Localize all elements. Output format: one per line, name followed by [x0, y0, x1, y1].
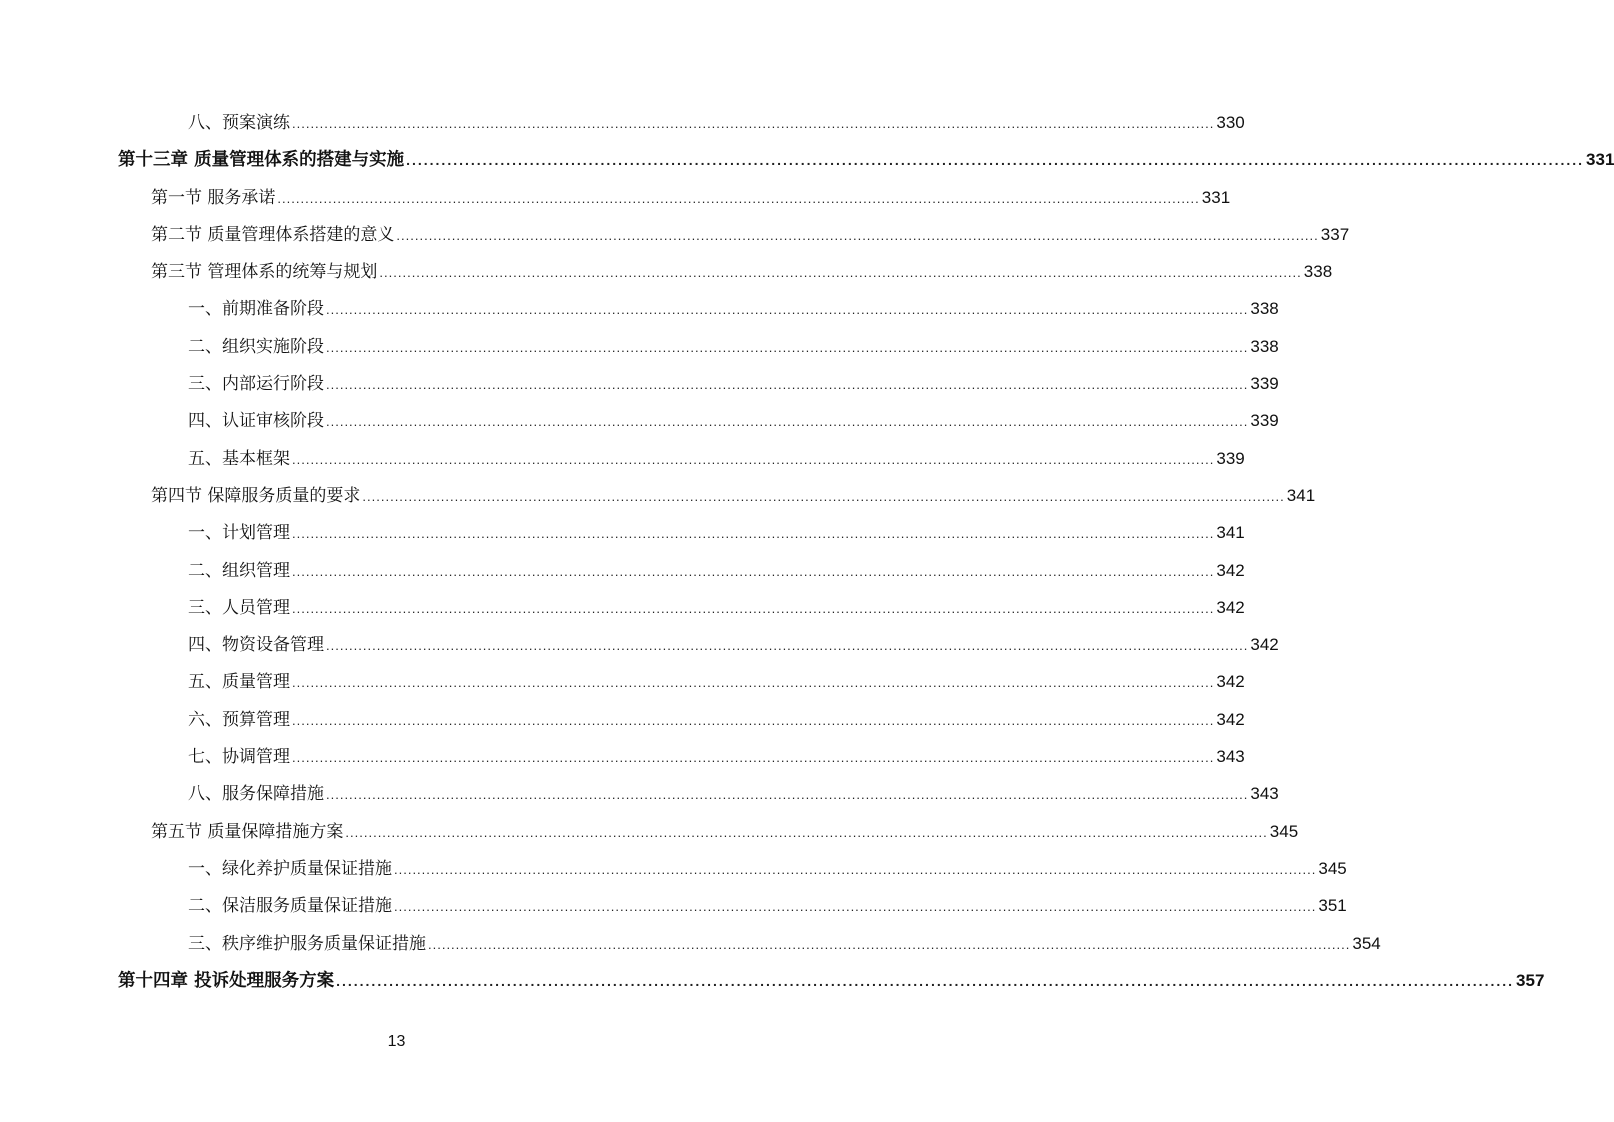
toc-entry-page: 354	[1352, 933, 1381, 953]
toc-entry-page: 330	[1216, 113, 1245, 132]
toc-subsection-entry[interactable]	[118, 626, 1279, 663]
toc-entry-label: 八、服务保障措施	[188, 784, 324, 805]
toc-entry-label: 一、前期准备阶段	[188, 299, 324, 320]
toc-subsection-entry[interactable]	[118, 850, 1347, 887]
toc-entry-page: 345	[1269, 821, 1299, 841]
dot-leader: ........................................................................................................................................................................................................	[292, 750, 1215, 766]
dot-leader: ........................................................................................................................................................................................................	[292, 600, 1215, 616]
toc-subsection-entry[interactable]	[118, 701, 1245, 738]
toc-entry-label: 第十四章 投诉处理服务方案	[118, 970, 335, 991]
toc-entry-page: 341	[1216, 523, 1245, 543]
dot-leader: ........................................................................................................................................................................................................	[428, 936, 1351, 952]
dot-leader: ........................................................................................................................................................................................................	[362, 488, 1285, 504]
toc-section-entry[interactable]	[118, 179, 1231, 216]
dot-leader: ........................................................................................................................................................................................................	[326, 414, 1249, 430]
toc-subsection-entry[interactable]	[118, 440, 1245, 477]
toc-subsection-entry[interactable]	[118, 663, 1245, 700]
toc-entry-page: 341	[1286, 485, 1316, 505]
toc-entry-page: 339	[1216, 448, 1245, 468]
toc-entry-label: 第十三章 质量管理体系的搭建与实施	[118, 150, 405, 171]
toc-entry-label: 四、物资设备管理	[188, 635, 324, 656]
dot-leader: ........................................................................................................................................................................................................	[396, 227, 1319, 243]
toc-subsection-entry[interactable]	[118, 552, 1245, 589]
dot-leader: ........................................................................................................................................................................................................	[406, 152, 1585, 169]
toc-entry-page: 357	[1516, 970, 1545, 990]
dot-leader: ........................................................................................................................................................................................................	[277, 190, 1200, 206]
toc-subsection-entry[interactable]	[118, 887, 1347, 924]
toc-subsection-entry[interactable]	[118, 290, 1279, 327]
toc-subsection-entry[interactable]	[118, 402, 1279, 439]
toc-entry-label: 第五节 质量保障措施方案	[151, 821, 344, 842]
toc-entry-page: 342	[1216, 597, 1245, 617]
toc-entry-page: 339	[1250, 411, 1279, 431]
toc-entry-page: 339	[1250, 374, 1279, 394]
toc-chapter-entry[interactable]	[118, 141, 1614, 178]
toc-entry-page: 342	[1216, 672, 1245, 692]
toc-entry-label: 一、计划管理	[188, 523, 290, 544]
dot-leader: ........................................................................................................................................................................................................	[326, 377, 1249, 393]
toc-entry-label: 三、人员管理	[188, 597, 290, 618]
table-of-contents	[118, 104, 1614, 999]
toc-entry-page: 342	[1250, 635, 1279, 655]
toc-entry-label: 五、基本框架	[188, 448, 290, 469]
toc-entry-page: 331	[1201, 187, 1231, 207]
toc-entry-page: 338	[1250, 299, 1279, 319]
toc-subsection-entry[interactable]	[118, 514, 1245, 551]
toc-section-entry[interactable]	[118, 813, 1299, 850]
toc-entry-label: 第四节 保障服务质量的要求	[151, 485, 361, 506]
toc-entry-page: 331	[1586, 150, 1614, 170]
toc-entry-page: 338	[1250, 336, 1279, 356]
toc-subsection-entry[interactable]	[118, 328, 1279, 365]
toc-entry-label: 七、协调管理	[188, 747, 290, 768]
toc-entry-label: 六、预算管理	[188, 709, 290, 730]
toc-entry-page: 338	[1303, 262, 1333, 282]
dot-leader: ........................................................................................................................................................................................................	[326, 302, 1249, 318]
dot-leader: ........................................................................................................................................................................................................	[326, 638, 1249, 654]
toc-chapter-entry[interactable]	[118, 962, 1545, 999]
toc-section-entry[interactable]	[118, 253, 1333, 290]
toc-entry-label: 四、认证审核阶段	[188, 411, 324, 432]
toc-entry-page: 351	[1318, 896, 1347, 916]
dot-leader: ........................................................................................................................................................................................................	[394, 899, 1317, 915]
toc-section-entry[interactable]	[118, 216, 1350, 253]
dot-leader: ........................................................................................................................................................................................................	[326, 787, 1249, 803]
toc-entry-label: 八、预案演练	[188, 113, 290, 133]
toc-entry-page: 343	[1250, 784, 1279, 804]
toc-entry-label: 一、绿化养护质量保证措施	[188, 858, 392, 879]
toc-entry-label: 第三节 管理体系的统筹与规划	[151, 262, 378, 283]
toc-entry-label: 第二节 质量管理体系搭建的意义	[151, 224, 395, 245]
toc-entry-label: 第一节 服务承诺	[151, 187, 276, 208]
dot-leader: ........................................................................................................................................................................................................	[379, 265, 1302, 281]
toc-subsection-entry[interactable]	[118, 365, 1279, 402]
toc-entry-label: 二、组织管理	[188, 560, 290, 581]
toc-entry-page: 342	[1216, 560, 1245, 580]
dot-leader: ........................................................................................................................................................................................................	[292, 451, 1215, 467]
dot-leader: ........................................................................................................................................................................................................	[326, 339, 1249, 355]
toc-entry-page: 342	[1216, 709, 1245, 729]
toc-subsection-entry[interactable]	[118, 104, 1245, 141]
toc-entry-page: 345	[1318, 858, 1347, 878]
dot-leader: ........................................................................................................................................................................................................	[292, 712, 1215, 728]
toc-entry-label: 五、质量管理	[188, 672, 290, 693]
page-number: 13	[387, 1033, 406, 1050]
dot-leader: ........................................................................................................................................................................................................	[292, 526, 1215, 542]
toc-entry-label: 三、内部运行阶段	[188, 374, 324, 395]
dot-leader: ........................................................................................................................................................................................................	[394, 861, 1317, 877]
toc-entry-label: 三、秩序维护服务质量保证措施	[188, 933, 426, 954]
dot-leader: ........................................................................................................................................................................................................	[292, 116, 1215, 131]
dot-leader: ........................................................................................................................................................................................................	[345, 824, 1268, 840]
toc-subsection-entry[interactable]	[118, 738, 1245, 775]
toc-entry-page: 343	[1216, 747, 1245, 767]
toc-entry-label: 二、保洁服务质量保证措施	[188, 896, 392, 917]
dot-leader: ........................................................................................................................................................................................................	[292, 563, 1215, 579]
toc-entry-label: 二、组织实施阶段	[188, 336, 324, 357]
toc-section-entry[interactable]	[118, 477, 1316, 514]
toc-subsection-entry[interactable]	[118, 925, 1381, 962]
toc-entry-page: 337	[1320, 224, 1350, 244]
dot-leader: ........................................................................................................................................................................................................	[336, 972, 1515, 989]
toc-subsection-entry[interactable]	[118, 775, 1279, 812]
toc-subsection-entry[interactable]	[118, 589, 1245, 626]
dot-leader: ........................................................................................................................................................................................................	[292, 675, 1215, 691]
